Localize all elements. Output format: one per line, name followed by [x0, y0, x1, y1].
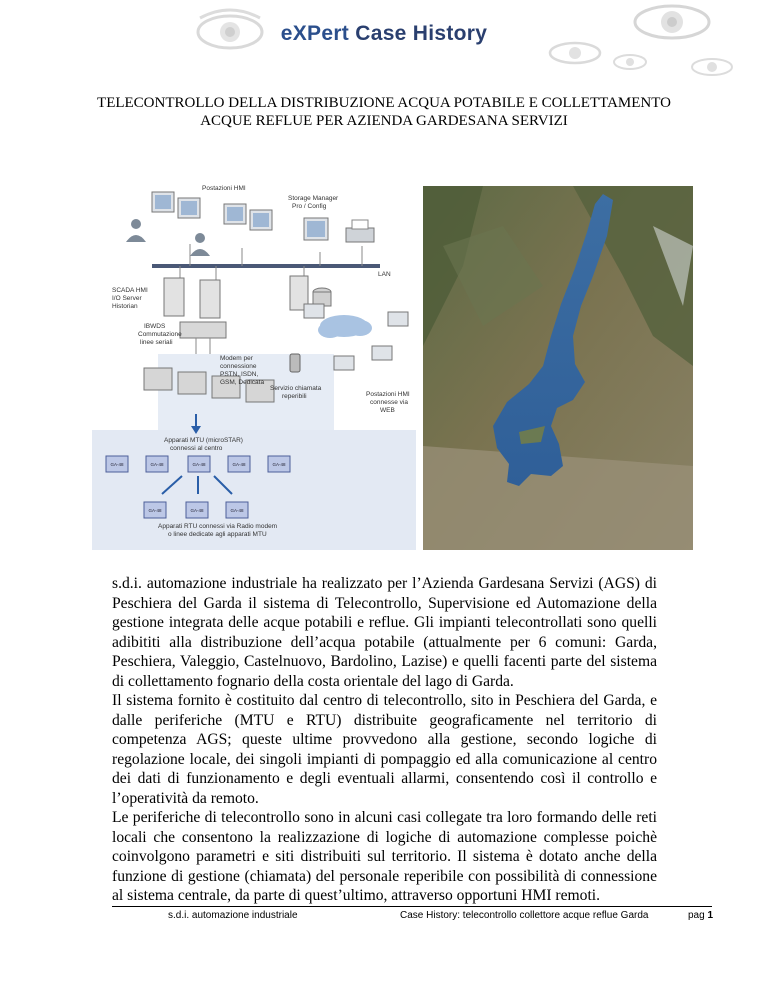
serial-switch-icon	[180, 322, 226, 354]
system-architecture-diagram	[92, 176, 416, 550]
label-connessione: connessione	[220, 363, 257, 370]
device-tag-label: GA-48	[230, 508, 244, 513]
label-web-connesse: connesse via	[370, 399, 408, 406]
label-commutazione: Commutazione	[138, 331, 182, 338]
label-web-hmi: Postazioni HMI	[366, 391, 410, 398]
footer-company: s.d.i. automazione industriale	[168, 910, 298, 921]
eye-logo-icon	[612, 52, 648, 72]
label-storage-config: Pro / Config	[292, 203, 327, 210]
document-title	[60, 94, 708, 130]
label-web: WEB	[380, 407, 395, 414]
title-line-2: ACQUE REFLUE PER AZIENDA GARDESANA SERVIZI	[200, 113, 568, 129]
title-line-1: TELECONTROLLO DELLA DISTRIBUZIONE ACQUA POTABILE E COLLETTAMENTO	[97, 95, 671, 111]
device-tag-label: GA-48	[192, 462, 206, 467]
label-pstn: PSTN, ISDN,	[220, 371, 259, 378]
label-linee-seriali: linee seriali	[140, 339, 173, 346]
label-rtu: Apparati RTU connessi via Radio modem	[158, 523, 278, 530]
device-tag-label: GA-48	[272, 462, 286, 467]
label-mtu-connessi: connessi al centro	[170, 445, 223, 452]
lake-garda-satellite-image	[423, 186, 693, 550]
label-io-server: I/O Server	[112, 295, 142, 302]
footer-divider	[112, 906, 712, 907]
label-ibwds: IBWDS	[144, 323, 166, 330]
body-text	[112, 574, 657, 906]
brand-suffix: Case History	[349, 22, 488, 45]
label-servizio-chiamata: Servizio chiamata	[270, 385, 322, 392]
network-cloud-icon	[318, 315, 372, 338]
device-tag-label: GA-48	[190, 508, 204, 513]
device-tag-label: GA-48	[148, 508, 162, 513]
operator-user-icon	[126, 219, 210, 256]
device-tag-label: GA-48	[232, 462, 246, 467]
paragraph-3: Le periferiche di telecontrollo sono in alcuni casi collegate tra loro formando delle reti locali che consentono la realizzazione di logiche di automazione complesse poichè coinvolgono parametri e siti distribuiti sul territorio. Il sistema è dotato anche della funzione di gestione (chiamata) del personale reperibile con possibilità di connessione al sistema centrale, da parte di quest’ultimo, attraverso opportuni HMI remoti.	[112, 809, 657, 904]
label-lan: LAN	[378, 271, 391, 278]
label-rtu-linee: o linee dedicate agli apparati MTU	[168, 531, 267, 538]
device-tag-label: GA-48	[150, 462, 164, 467]
label-gsm: GSM, Dedicata	[220, 379, 265, 386]
label-hmi-stations: Postazioni HMI	[202, 185, 246, 192]
footer-page	[688, 910, 713, 921]
label-mtu: Apparati MTU (microSTAR)	[164, 437, 243, 444]
label-modem: Modem per	[220, 355, 253, 362]
paragraph-1: s.d.i. automazione industriale ha realizzato per l’Azienda Gardesana Servizi (AGS) di Peschiera del Garda il sistema di Telecontrollo, Supervisione ed Automazione della gestione integrata delle acque potabili e reflue. Gli impianti telecontrollati sono quelli adibititi alla distribuzione dell’acqua potabile (attualmente per 6 comuni: Garda, Peschiera, Valeggio, Castelnuovo, Bardolino, Lazise) e quelli facenti parte del sistema di collettamento fognario della costa orientale del lago di Garda.	[112, 575, 657, 690]
paragraph-2: Il sistema fornito è costituito dal centro di telecontrollo, sito in Peschiera del Garda, e dalle periferiche (MTU e RTU) distribuite geograficamente nel territorio di competenza AGS; queste ultime provvedono alla gestione, secondo logiche di regolazione locale, dei singoli impianti di pompaggio ed alla comunicazione al centro dei dati di funzionamento e degli eventuali allarmi, consentendo così il controllo e l’operatività da remoto.	[112, 692, 657, 807]
label-reperibili: reperibili	[282, 393, 307, 400]
brand-prefix: eXPert	[280, 22, 350, 45]
footer-case-title: Case History: telecontrollo collettore acque reflue Garda	[400, 910, 649, 921]
footer-page-label: pag	[688, 910, 705, 921]
page-header	[0, 0, 768, 78]
scada-server-icon	[164, 278, 220, 318]
printer-icon	[346, 220, 374, 242]
label-scada: SCADA HMI	[112, 287, 148, 294]
mobile-phone-icon	[290, 354, 300, 372]
footer-page-number: 1	[707, 910, 714, 921]
brand-title	[0, 22, 768, 46]
device-tag-label: GA-48	[110, 462, 124, 467]
label-historian: Historian	[112, 303, 138, 310]
label-storage-manager: Storage Manager	[288, 195, 339, 202]
eye-logo-icon	[690, 56, 734, 78]
